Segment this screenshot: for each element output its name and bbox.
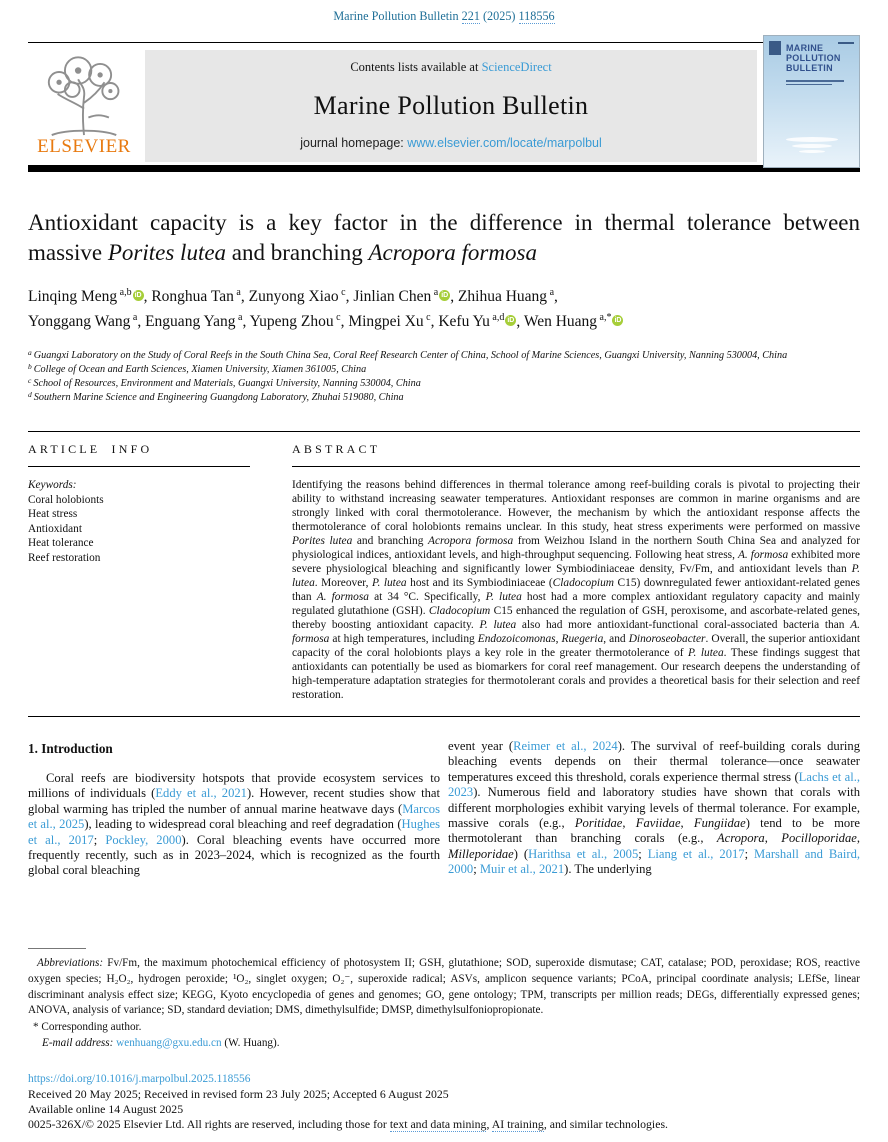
- article-info-column: [28, 442, 250, 702]
- author-name[interactable]: Ronghua Tan: [151, 288, 234, 305]
- author-affiliation-sup: c: [338, 287, 346, 298]
- text-segment: and branching: [352, 535, 429, 547]
- text-segment: Acropora: [716, 831, 765, 846]
- abstract-text: [292, 478, 860, 702]
- author-affiliation-sup: a: [233, 287, 241, 298]
- email-line: [28, 1036, 860, 1051]
- text-segment: Identifying the reasons behind differences in thermal tolerance among reef-building corals is pivotal to projecting their ability to withstand increasing seawater temperatures. Antioxidant responses are common in marine organisms and are strongly linked with coral thermotolerance. However, the mechanism by which the antioxidant response affects the thermotolerance of coral holobionts remains unclear. In this study, heat stress experiments were performed on massive: [292, 479, 860, 533]
- citation-link[interactable]: Hughes et al., 2017: [28, 817, 440, 847]
- text-segment: ,: [680, 816, 694, 831]
- footnote-divider: [28, 948, 86, 949]
- intro-left-column: [28, 739, 440, 879]
- affiliation-label: b: [28, 362, 32, 371]
- affiliation-item: [28, 391, 860, 405]
- author-name[interactable]: Yonggang Wang: [28, 313, 131, 330]
- cover-subtitle-lines: [786, 80, 844, 87]
- citation-link[interactable]: Muir et al., 2021: [479, 862, 565, 877]
- author-separator: ,: [137, 313, 146, 330]
- author-name[interactable]: Enguang Yang: [145, 313, 236, 330]
- affiliation-item: [28, 377, 860, 391]
- affiliation-label: c: [28, 376, 32, 385]
- keyword-item: Antioxidant: [28, 522, 82, 535]
- text-segment: ,: [486, 1117, 492, 1132]
- text-segment: Coral reefs are biodiversity hotspots that provide ecosystem services to millions of individuals (: [28, 771, 440, 801]
- author-affiliation-sup: a: [431, 287, 439, 298]
- text-segment: Porites lutea: [107, 240, 227, 265]
- text-segment: C15 enhanced the regulation of GSH, peroxisome, and ascorbate-related genes, thereby boosting antioxidant capacity.: [292, 605, 860, 631]
- author-name[interactable]: Wen Huang: [523, 313, 598, 330]
- orcid-icon[interactable]: iD: [507, 317, 515, 324]
- affiliation-text: College of Ocean and Earth Sciences, Xiamen University, Xiamen 361005, China: [33, 364, 367, 375]
- header-top-rule: [28, 42, 763, 43]
- text-segment: E-mail address:: [42, 1036, 114, 1049]
- author-affiliation-sup: a: [547, 287, 555, 298]
- author-name[interactable]: Kefu Yu: [438, 313, 490, 330]
- keyword-item: Reef restoration: [28, 551, 101, 564]
- contents-prefix: Contents lists available at: [350, 60, 482, 74]
- elsevier-tree-icon: [28, 50, 140, 138]
- citation-link[interactable]: Marshall and Baird, 2000: [448, 846, 861, 877]
- text-segment: A. formosa: [316, 591, 369, 603]
- text-segment: and branching: [226, 240, 369, 265]
- abstract-column: [292, 442, 860, 702]
- author-separator: ,: [242, 313, 250, 330]
- homepage-line: [145, 136, 757, 150]
- author-name[interactable]: Mingpei Xu: [348, 313, 424, 330]
- text-segment[interactable]: 221: [461, 9, 480, 23]
- text-segment[interactable]: text and data mining: [389, 1117, 487, 1132]
- text-segment: (W. Huang).: [221, 1036, 280, 1049]
- doi-link[interactable]: https://doi.org/10.1016/j.marpolbul.2025.118556: [28, 1073, 251, 1085]
- text-segment: Acropora formosa: [368, 240, 537, 265]
- text-segment: Faviidae: [635, 816, 681, 831]
- text-segment: Marine Pollution Bulletin: [333, 9, 462, 23]
- cover-journal-title: MARINE POLLUTION BULLETIN: [786, 43, 841, 73]
- cover-wave-art: [764, 135, 859, 155]
- affiliation-label: d: [28, 390, 32, 399]
- introduction-heading: 1. Introduction: [28, 741, 113, 756]
- text-segment: Cladocopium: [428, 605, 491, 617]
- text-segment: ,: [856, 831, 861, 846]
- citation-link[interactable]: wenhuang@gxu.edu.cn: [116, 1036, 222, 1049]
- orcid-icon[interactable]: iD: [441, 292, 449, 299]
- footnote-section: [28, 948, 860, 1051]
- intro-paragraph-left: [28, 771, 440, 879]
- author-affiliation-sup: a: [130, 312, 138, 323]
- abstract-heading: ABSTRACT: [292, 442, 381, 456]
- text-segment: ). However, recent studies show that global warming has tripled the number of annual marine heatwave days (: [28, 786, 440, 816]
- text-segment: (2025): [479, 9, 519, 23]
- text-segment: ;: [744, 846, 755, 861]
- text-segment: Porites lutea: [292, 535, 353, 547]
- author-separator: ,: [240, 288, 249, 305]
- intro-right-column: [448, 739, 860, 879]
- author-affiliation-sup: a: [235, 312, 243, 323]
- text-segment: ). Coral bleaching events have occurred more frequently recently, such as in 2023–2024, which is recognized as the fourth global coral bleaching: [28, 832, 440, 878]
- author-name[interactable]: Zhihua Huang: [457, 288, 548, 305]
- abbreviations-text: [28, 956, 860, 1019]
- article-title: [28, 208, 860, 268]
- text-segment: C15) downregulated fewer antioxidant-related genes than: [292, 577, 860, 603]
- text-segment: ). Numerous field and laboratory studies have shown that corals with different morphologies exhibit varying levels of thermal tolerance. For example, massive corals (e.g.,: [448, 785, 860, 831]
- text-segment: P. lutea: [688, 647, 724, 659]
- author-name[interactable]: Linqing Meng: [28, 288, 118, 305]
- sciencedirect-link[interactable]: ScienceDirect: [481, 60, 552, 74]
- text-segment[interactable]: 118556: [518, 9, 555, 23]
- text-segment: also had more antioxidant-functional coral-associated bacteria than: [516, 619, 851, 631]
- text-segment: Cladocopium: [552, 577, 615, 589]
- affiliation-item: [28, 363, 860, 377]
- homepage-label: journal homepage:: [300, 136, 408, 150]
- text-segment: P. lutea: [479, 619, 517, 631]
- info-abstract-section: [28, 431, 860, 717]
- affiliation-text: Guangxi Laboratory on the Study of Coral Reefs in the South China Sea, Coral Reef Research Center of China, School of Marine Sciences, Guangxi University, Nanning 530004, China: [33, 350, 788, 361]
- homepage-link[interactable]: www.elsevier.com/locate/marpolbul: [407, 136, 602, 150]
- author-affiliation-sup: c: [333, 312, 341, 323]
- text-segment: ,: [622, 816, 636, 831]
- author-affiliation-sup: c: [423, 312, 431, 323]
- copyright-line: [28, 1117, 860, 1132]
- keyword-item: Heat stress: [28, 508, 78, 521]
- author-affiliation-sup: a,d: [489, 312, 505, 323]
- text-segment: Pocilloporidae: [781, 831, 857, 846]
- citation-link[interactable]: Lachs et al., 2023: [448, 769, 861, 800]
- citation-link[interactable]: Marcos et al., 2025: [28, 801, 440, 832]
- affiliation-label: a: [28, 348, 32, 357]
- abstract-rule: [292, 466, 860, 467]
- text-segment: ,: [555, 633, 562, 645]
- text-segment: at high temperatures, including: [329, 633, 478, 645]
- text-segment: . These findings suggest that antioxidants can potentially be used as biomarkers for coral reef management. Our research deepens the understanding of high-temperature adaptation strategies for thermotolerant corals and provides a theoretical basis for their selection and reef restoration.: [292, 647, 860, 701]
- header-bottom-bar: [28, 165, 860, 172]
- text-segment[interactable]: AI training: [491, 1117, 544, 1132]
- keywords-list: [28, 493, 250, 566]
- text-segment: P. lutea: [371, 577, 407, 589]
- affiliation-text: Southern Marine Science and Engineering Guangdong Laboratory, Zhuhai 519080, China: [33, 392, 404, 403]
- text-segment: Dinoroseobacter: [628, 633, 706, 645]
- text-segment: Abbreviations:: [37, 957, 104, 969]
- text-segment: ;: [93, 832, 106, 847]
- text-segment: host and its Symbiodiniaceae (: [406, 577, 553, 589]
- cover-publisher-icon: [769, 41, 781, 55]
- author-separator: ,: [143, 288, 152, 305]
- keyword-item: Coral holobionts: [28, 493, 104, 506]
- citation-link[interactable]: Liang et al., 2017: [647, 846, 745, 861]
- text-segment: Milleporidae: [448, 846, 514, 861]
- author-name[interactable]: Yupeng Zhou: [249, 313, 334, 330]
- text-segment: Antioxidant capacity is a key factor in the difference in thermal tolerance between massive: [28, 210, 860, 265]
- elsevier-wordmark: ELSEVIER: [37, 136, 131, 157]
- text-segment: Fungiidae: [693, 816, 746, 831]
- keywords-label: Keywords:: [28, 479, 77, 491]
- text-segment: ), leading to widespread coral bleaching and reef degradation (: [84, 817, 402, 832]
- keyword-item: Heat tolerance: [28, 537, 94, 550]
- text-segment: Poritidae: [574, 816, 623, 831]
- journal-title: Marine Pollution Bulletin: [313, 90, 589, 120]
- citation-link[interactable]: Harithsa et al., 2005: [528, 846, 639, 861]
- publication-metadata: [28, 1072, 860, 1133]
- text-segment: 0025-326X/© 2025 Elsevier Ltd. All rights are reserved, including those for: [28, 1117, 390, 1132]
- author-separator: ,: [554, 288, 558, 305]
- journal-banner: [145, 50, 757, 162]
- masthead: [28, 43, 860, 162]
- article-info-rule: [28, 466, 250, 467]
- author-separator: ,: [450, 288, 458, 305]
- citation-link[interactable]: Reimer et al., 2024: [513, 739, 618, 753]
- text-segment: Fv/Fm, the maximum photochemical efficiency of photosystem II; GSH, glutathione; SOD, superoxide dismutase; CAT, catalase; POD, peroxidase; ROS, reactive oxygen species; H₂O₂, hydrogen peroxide; ¹O₂, singlet oxygen; O₂⁻, superoxide radical; ASVs, amplicon sequence variants; PCoA, principal coordinate analysis; LEfSe, linear discriminant analysis effect size; KEGG, Kyoto encyclopedia of genes and genomes; GO, gene ontology; TPM, transcripts per million reads; DEGs, differentially expressed genes; ANOVA, analysis of variance; SD, standard deviation; DMS, dimethylsulfide; DMSP, dimethylsulfoniopropionate.: [28, 957, 860, 1017]
- text-segment: . Moreover,: [314, 577, 372, 589]
- text-segment: , and similar technologies.: [543, 1117, 668, 1132]
- author-name[interactable]: Zunyong Xiao: [248, 288, 339, 305]
- text-segment: exhibited more severe physiological bleaching and significantly lower Symbiodiniaceae density, Fv/Fm, and antioxidant levels than: [292, 549, 861, 575]
- received-dates: Received 20 May 2025; Received in revised form 23 July 2025; Accepted 6 August 2025: [28, 1087, 449, 1101]
- author-separator: ,: [430, 313, 439, 330]
- author-list: [28, 285, 860, 335]
- corresponding-author-note: * Corresponding author.: [33, 1021, 142, 1034]
- text-segment: P. lutea: [292, 563, 860, 589]
- text-segment: ;: [638, 846, 648, 861]
- author-separator: ,: [345, 288, 354, 305]
- journal-cover-thumbnail[interactable]: [763, 35, 860, 168]
- article-info-heading: ARTICLE INFO: [28, 442, 153, 456]
- orcid-icon[interactable]: iD: [134, 292, 142, 299]
- citation-link[interactable]: Pockley, 2000: [105, 832, 182, 847]
- text-segment: A. formosa: [292, 619, 860, 645]
- journal-citation: [0, 9, 888, 31]
- author-affiliation-sup: a,b: [117, 287, 132, 298]
- text-segment: Acropora formosa: [428, 535, 514, 547]
- elsevier-logo[interactable]: [28, 50, 140, 162]
- text-segment: . Overall, the superior antioxidant capacity of the coral holobionts plays a key role in the greater thermotolerance of: [292, 633, 861, 659]
- text-segment: event year (: [448, 739, 514, 753]
- text-segment: ) (: [513, 846, 529, 861]
- citation-link[interactable]: Eddy et al., 2021: [155, 786, 247, 801]
- text-segment: P. lutea: [485, 591, 522, 603]
- introduction-section: [28, 739, 860, 879]
- intro-paragraph-right: [448, 739, 860, 878]
- text-segment: from Weizhou Island in the northern South China Sea and analyzed for physiological indices, antioxidant levels, and high-throughput sequencing. Following heat stress,: [292, 535, 860, 561]
- text-segment: A. formosa: [737, 549, 789, 561]
- text-segment: , and: [603, 633, 629, 645]
- author-separator: ,: [340, 313, 349, 330]
- author-name[interactable]: Jinlian Chen: [353, 288, 432, 305]
- text-segment: Ruegeria: [561, 633, 604, 645]
- text-segment: ). The underlying: [564, 862, 652, 877]
- affiliation-text: School of Resources, Environment and Materials, Guangxi University, Nanning 530004, China: [33, 378, 421, 389]
- text-segment: at 34 °C. Specifically,: [368, 591, 486, 603]
- text-segment: ). The survival of reef-building corals during bleaching events depends on their thermal tolerance—once seawater temperatures exceed this threshold, corals experience thermal stress (: [448, 739, 860, 784]
- text-segment: Endozoicomonas: [477, 633, 556, 645]
- author-affiliation-sup: a,*: [597, 312, 612, 323]
- author-separator: ,: [516, 313, 524, 330]
- orcid-icon[interactable]: iD: [614, 317, 622, 324]
- contents-line: [145, 60, 757, 75]
- affiliation-item: [28, 349, 860, 363]
- text-segment: ) tend to be more thermotolerant than branching corals (e.g.,: [448, 816, 861, 846]
- text-segment: ;: [473, 862, 480, 877]
- affiliation-list: [28, 349, 860, 405]
- text-segment: ,: [764, 831, 782, 846]
- text-segment: host had a more complex antioxidant regulatory capacity and mainly regulated glutathione (GSH).: [292, 591, 860, 617]
- available-online-date: Available online 14 August 2025: [28, 1102, 184, 1117]
